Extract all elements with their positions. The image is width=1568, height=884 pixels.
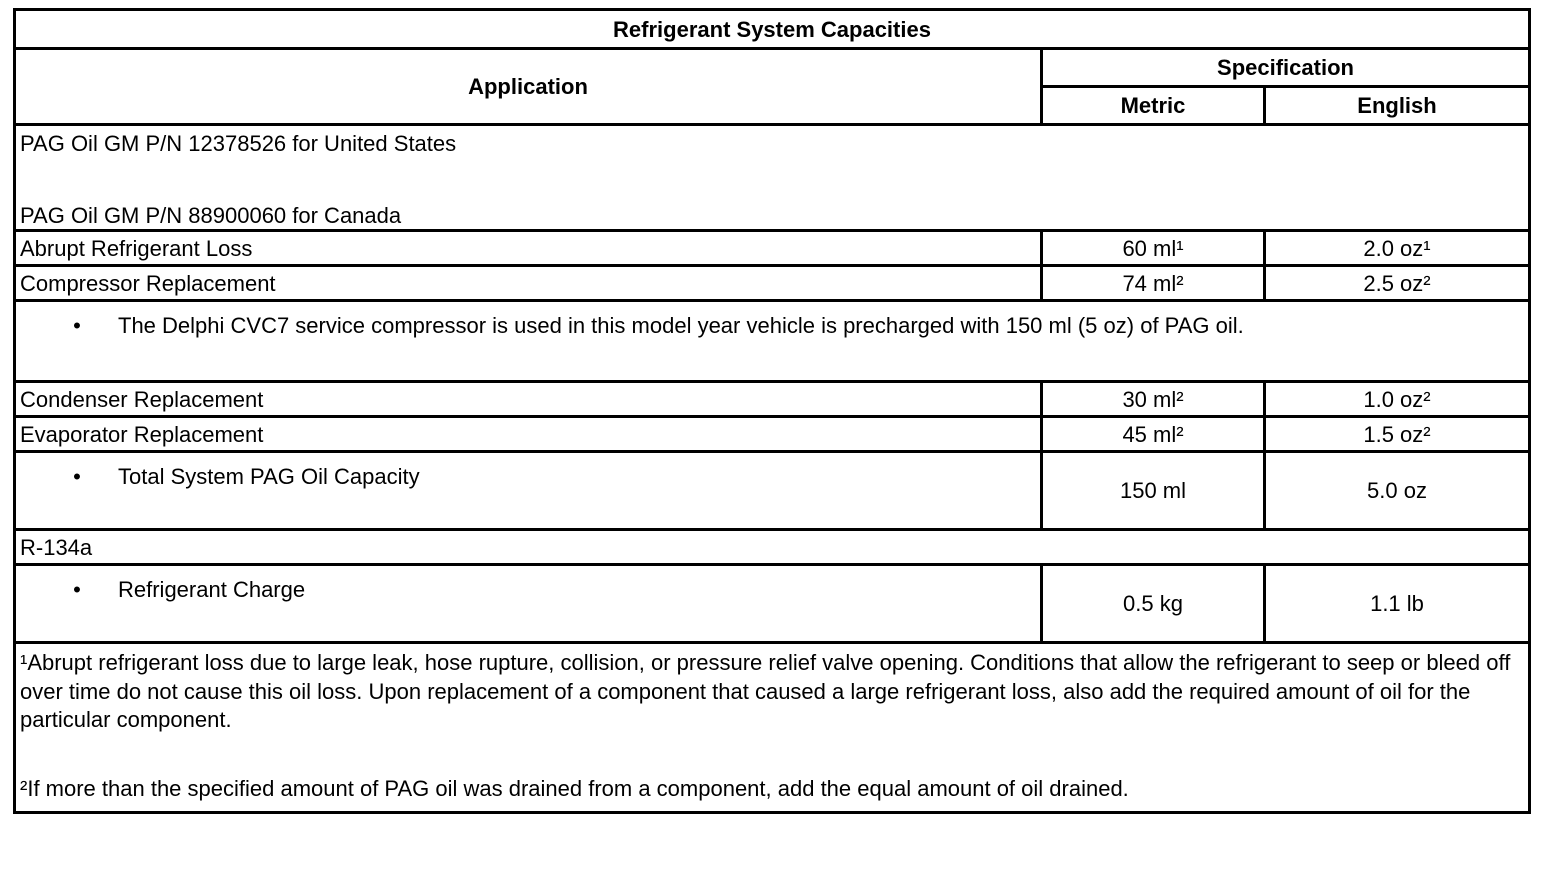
- metric-cell: 45 ml²: [1042, 417, 1265, 452]
- refrigerant-capacities-table: [13, 8, 1531, 814]
- application-cell: [15, 565, 1042, 643]
- metric-header: Metric: [1042, 87, 1265, 125]
- refrigerant-type-cell: R-134a: [15, 530, 1530, 565]
- english-cell: 1.1 lb: [1265, 565, 1530, 643]
- table-row: [15, 452, 1530, 530]
- table-title: Refrigerant System Capacities: [15, 10, 1530, 49]
- metric-cell: 60 ml¹: [1042, 231, 1265, 266]
- application-cell: Evaporator Replacement: [15, 417, 1042, 452]
- table-row: [15, 301, 1530, 382]
- application-cell: Condenser Replacement: [15, 382, 1042, 417]
- application-cell: Compressor Replacement: [15, 266, 1042, 301]
- application-cell: Abrupt Refrigerant Loss: [15, 231, 1042, 266]
- table-row: [15, 530, 1530, 565]
- footnotes-cell: [15, 643, 1530, 813]
- bullet-icon: •: [73, 464, 81, 489]
- specification-header: Specification: [1042, 49, 1530, 87]
- total-pag-label: Total System PAG Oil Capacity: [118, 464, 420, 489]
- bullet-icon: •: [73, 313, 81, 338]
- english-cell: 2.0 oz¹: [1265, 231, 1530, 266]
- pag-oil-canada: PAG Oil GM P/N 88900060 for Canada: [20, 203, 402, 228]
- table-row: [15, 266, 1530, 301]
- refrigerant-charge-label: Refrigerant Charge: [118, 577, 306, 602]
- pag-oil-us: PAG Oil GM P/N 12378526 for United States: [20, 131, 457, 156]
- table-row: [15, 643, 1530, 813]
- metric-cell: 74 ml²: [1042, 266, 1265, 301]
- table-row: [15, 565, 1530, 643]
- application-header: Application: [15, 49, 1042, 125]
- bullet-icon: •: [73, 577, 81, 602]
- metric-cell: 0.5 kg: [1042, 565, 1265, 643]
- compressor-note-cell: [15, 301, 1530, 382]
- english-cell: 2.5 oz²: [1265, 266, 1530, 301]
- footnote-2: ²If more than the specified amount of PAG oil was drained from a component, add the equal amount of oil drained.: [20, 775, 1129, 801]
- pag-oil-cell: [15, 125, 1530, 231]
- english-header: English: [1265, 87, 1530, 125]
- table-row: [15, 231, 1530, 266]
- table-row: [15, 382, 1530, 417]
- english-cell: 1.5 oz²: [1265, 417, 1530, 452]
- application-cell: [15, 452, 1042, 530]
- metric-cell: 150 ml: [1042, 452, 1265, 530]
- english-cell: 5.0 oz: [1265, 452, 1530, 530]
- footnote-1: ¹Abrupt refrigerant loss due to large leak, hose rupture, collision, or pressure relief valve opening. Conditions that allow the refrigerant to seep or bleed off over time do not cause this oil loss. Upon replacement of a component that caused a large refrigerant loss, also add the required amount of oil for the particular component.: [20, 650, 1511, 732]
- table-row: [15, 417, 1530, 452]
- metric-cell: 30 ml²: [1042, 382, 1265, 417]
- compressor-note-text: The Delphi CVC7 service compressor is used in this model year vehicle is precharged with 150 ml (5 oz) of PAG oil.: [118, 313, 1244, 338]
- english-cell: 1.0 oz²: [1265, 382, 1530, 417]
